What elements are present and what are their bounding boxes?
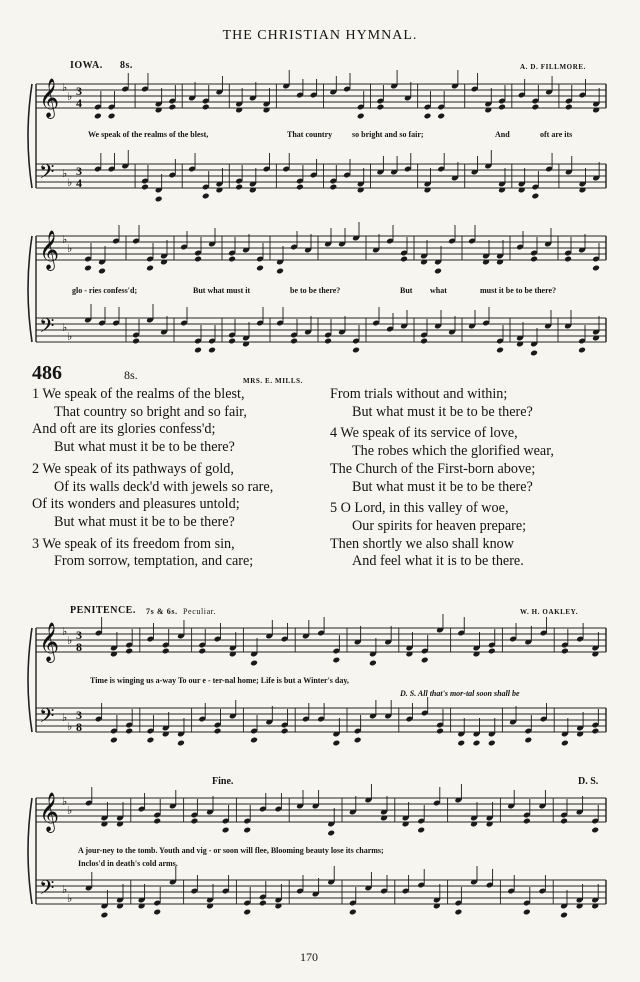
note-head bbox=[437, 113, 445, 120]
flat-icon: ♭ bbox=[67, 176, 73, 189]
note-head bbox=[369, 660, 377, 667]
brace-icon bbox=[28, 236, 32, 342]
note-head bbox=[454, 909, 462, 916]
note-head bbox=[94, 113, 102, 120]
lyric-penitence-2: A jour-ney to the tomb. Youth and vig - or soon will flee, Blooming beauty lose its charms; bbox=[78, 846, 384, 855]
note-head bbox=[530, 256, 538, 263]
tune-meter-penitence: 7s & 6s. bbox=[146, 607, 178, 616]
note-head bbox=[250, 660, 258, 667]
bass-clef-icon: 𝄢 bbox=[39, 160, 55, 188]
tune-meter-iowa: 8s. bbox=[120, 60, 133, 71]
note-head bbox=[592, 265, 600, 272]
note-head bbox=[498, 104, 506, 111]
flat-icon: ♭ bbox=[67, 90, 73, 103]
note-head bbox=[125, 728, 133, 735]
note-head bbox=[560, 818, 568, 825]
note-head bbox=[194, 347, 202, 354]
note-head bbox=[349, 909, 357, 916]
lyric-iowa-1e: oft are its bbox=[540, 130, 573, 139]
lyric-iowa-2c: be to be there? bbox=[290, 286, 341, 295]
note-head bbox=[332, 657, 340, 664]
note-head bbox=[108, 113, 116, 120]
note-head bbox=[84, 265, 92, 272]
lyric-iowa-1d: And bbox=[495, 130, 510, 139]
note-head bbox=[473, 740, 481, 747]
note-head bbox=[228, 256, 236, 263]
note-head bbox=[591, 827, 599, 834]
note-head bbox=[561, 648, 569, 655]
time-signature: 3 bbox=[76, 84, 82, 98]
note-head bbox=[202, 104, 210, 111]
treble-clef-icon: 𝄞 bbox=[39, 622, 60, 662]
note-head bbox=[420, 338, 428, 345]
note-head bbox=[243, 909, 251, 916]
verse-right-line: Our spirits for heaven prepare; bbox=[352, 517, 527, 534]
bass-clef-icon: 𝄢 bbox=[39, 876, 55, 904]
note-head bbox=[561, 740, 569, 747]
note-head bbox=[332, 740, 340, 747]
note-head bbox=[424, 113, 432, 120]
verse-left-line: 1 We speak of the realms of the blest, bbox=[32, 386, 245, 402]
flat-icon: ♭ bbox=[62, 233, 68, 246]
lyric-penitence-1b: D. S. All that's mor-tal soon shall be bbox=[400, 689, 520, 698]
lyric-penitence-2b: Inclos'd in death's cold arms. bbox=[78, 859, 178, 868]
verse-left-line: 2 We speak of its pathways of gold, bbox=[32, 460, 234, 477]
lyric-iowa-2e: what bbox=[430, 286, 447, 295]
note-head bbox=[146, 265, 154, 272]
note-head bbox=[564, 256, 572, 263]
note-head bbox=[110, 737, 118, 744]
note-head bbox=[531, 193, 539, 200]
note-head bbox=[530, 350, 538, 357]
time-signature: 4 bbox=[76, 176, 82, 190]
note-head bbox=[352, 347, 360, 354]
flat-icon: ♭ bbox=[67, 634, 73, 647]
note-head bbox=[155, 196, 163, 203]
note-head bbox=[434, 268, 442, 275]
note-head bbox=[524, 737, 532, 744]
time-signature: 3 bbox=[76, 708, 82, 722]
note-head bbox=[457, 740, 465, 747]
note-head bbox=[222, 827, 230, 834]
note-head bbox=[354, 737, 362, 744]
note-head bbox=[198, 648, 206, 655]
page-number: 170 bbox=[300, 950, 318, 964]
tune-name-penitence: PENITENCE. bbox=[70, 605, 136, 616]
note-head bbox=[376, 104, 384, 111]
note-head bbox=[190, 818, 198, 825]
note-head bbox=[276, 268, 284, 275]
note-head bbox=[560, 912, 568, 919]
flat-icon: ♭ bbox=[62, 167, 68, 180]
flat-icon: ♭ bbox=[62, 81, 68, 94]
note-head bbox=[290, 338, 298, 345]
verse-left-line: But what must it be to be there? bbox=[54, 513, 235, 530]
hymn-meter: 8s. bbox=[124, 368, 138, 382]
lyric-penitence-1: Time is winging us a-way To our e - ter-nal home; Life is but a Winter's day, bbox=[90, 676, 349, 685]
ds-mark: D. S. bbox=[578, 776, 599, 787]
note-head bbox=[162, 648, 170, 655]
lyric-iowa-2d: But bbox=[400, 286, 413, 295]
flat-icon: ♭ bbox=[67, 720, 73, 733]
note-head bbox=[168, 104, 176, 111]
verse-right-line: 4 We speak of its service of love, bbox=[330, 425, 518, 442]
verses-left-column bbox=[32, 386, 273, 571]
verse-right-line: But what must it be to be there? bbox=[352, 478, 533, 495]
note-head bbox=[243, 827, 251, 834]
verse-right-line: Then shortly we also shall know bbox=[330, 535, 515, 552]
tune-composer-penitence: W. H. OAKLEY. bbox=[520, 608, 579, 616]
note-head bbox=[98, 268, 106, 275]
note-head bbox=[214, 728, 222, 735]
note-head bbox=[523, 909, 531, 916]
note-head bbox=[496, 347, 504, 354]
time-signature: 8 bbox=[76, 640, 82, 654]
verse-right-line: From trials without and within; bbox=[330, 386, 508, 402]
brace-icon bbox=[28, 798, 32, 904]
flat-icon: ♭ bbox=[62, 625, 68, 638]
flat-icon: ♭ bbox=[62, 711, 68, 724]
flat-icon: ♭ bbox=[62, 321, 68, 334]
flat-icon: ♭ bbox=[62, 883, 68, 896]
verse-left-line: From sorrow, temptation, and care; bbox=[54, 553, 254, 570]
hymn-author: MRS. E. MILLS. bbox=[243, 377, 303, 385]
note-head bbox=[153, 818, 161, 825]
note-head bbox=[208, 347, 216, 354]
note-head bbox=[417, 827, 425, 834]
note-head bbox=[296, 184, 304, 191]
tune-name-iowa: IOWA. bbox=[70, 60, 103, 71]
note-head bbox=[202, 193, 210, 200]
note-head bbox=[488, 648, 496, 655]
treble-clef-icon: 𝄞 bbox=[39, 78, 60, 118]
note-head bbox=[153, 909, 161, 916]
note-head bbox=[324, 338, 332, 345]
note-head bbox=[250, 737, 258, 744]
flat-icon: ♭ bbox=[67, 330, 73, 343]
flat-icon: ♭ bbox=[62, 795, 68, 808]
verse-right-line: And feel what it is to be there. bbox=[352, 553, 524, 570]
note-head bbox=[578, 347, 586, 354]
flat-icon: ♭ bbox=[67, 804, 73, 817]
note-head bbox=[357, 113, 365, 120]
verses-right-column bbox=[330, 386, 554, 571]
lyric-iowa-2f: must it be to be there? bbox=[480, 286, 557, 295]
note-head bbox=[132, 338, 140, 345]
note-head bbox=[235, 184, 243, 191]
note-head bbox=[327, 830, 335, 837]
verse-right-line: But what must it be to be there? bbox=[352, 403, 533, 420]
verse-left-line: And oft are its glories confess'd; bbox=[32, 421, 216, 438]
treble-clef-icon: 𝄞 bbox=[39, 230, 60, 270]
note-head bbox=[141, 184, 149, 191]
lyric-iowa-2a: glo - ries confess'd; bbox=[72, 286, 138, 295]
time-signature: 3 bbox=[76, 164, 82, 178]
note-head bbox=[281, 728, 289, 735]
note-head bbox=[100, 912, 108, 919]
note-head bbox=[228, 338, 236, 345]
page-header: THE CHRISTIAN HYMNAL. bbox=[222, 28, 418, 43]
verse-right-line: The robes which the glorified wear, bbox=[352, 443, 554, 460]
brace-icon bbox=[28, 628, 32, 732]
note-head bbox=[125, 648, 133, 655]
time-signature: 4 bbox=[76, 96, 82, 110]
note-head bbox=[259, 900, 267, 907]
note-head bbox=[421, 657, 429, 664]
lyric-iowa-2b: But what must it bbox=[193, 286, 251, 295]
treble-clef-icon: 𝄞 bbox=[39, 792, 60, 832]
note-head bbox=[591, 728, 599, 735]
verse-left-line: But what must it be to be there? bbox=[54, 439, 235, 456]
note-head bbox=[400, 256, 408, 263]
lyric-iowa-1b: That country bbox=[287, 130, 333, 139]
note-head bbox=[194, 256, 202, 263]
verse-right-line: 5 O Lord, in this valley of woe, bbox=[330, 500, 509, 517]
brace-icon bbox=[28, 84, 32, 188]
hymn-number: 486 bbox=[32, 362, 62, 384]
flat-icon: ♭ bbox=[67, 242, 73, 255]
note-head bbox=[523, 818, 531, 825]
verse-left-line: That country so bright and so fair, bbox=[54, 403, 247, 420]
verse-right-line: The Church of the First-born above; bbox=[330, 460, 536, 477]
lyric-iowa-1a: We speak of the realms of the blest, bbox=[88, 130, 209, 139]
note-head bbox=[256, 265, 264, 272]
verse-left-line: Of its walls deck'd with jewels so rare, bbox=[54, 478, 274, 495]
lyric-iowa-1c: so bright and so fair; bbox=[352, 130, 424, 139]
verse-left-line: 3 We speak of its freedom from sin, bbox=[32, 535, 235, 552]
tune-composer-iowa: A. D. FILLMORE. bbox=[520, 63, 586, 71]
time-signature: 8 bbox=[76, 720, 82, 734]
fine-mark: Fine. bbox=[212, 776, 234, 787]
note-head bbox=[177, 740, 185, 747]
note-head bbox=[565, 104, 573, 111]
flat-icon: ♭ bbox=[67, 892, 73, 905]
bass-clef-icon: 𝄢 bbox=[39, 314, 55, 342]
tune-meter-note-penitence: Peculiar. bbox=[183, 607, 217, 616]
note-head bbox=[531, 104, 539, 111]
time-signature: 3 bbox=[76, 628, 82, 642]
note-head bbox=[436, 728, 444, 735]
note-head bbox=[329, 184, 337, 191]
bass-clef-icon: 𝄢 bbox=[39, 704, 55, 732]
note-head bbox=[147, 737, 155, 744]
verse-left-line: Of its wonders and pleasures untold; bbox=[32, 496, 240, 513]
note-head bbox=[488, 740, 496, 747]
